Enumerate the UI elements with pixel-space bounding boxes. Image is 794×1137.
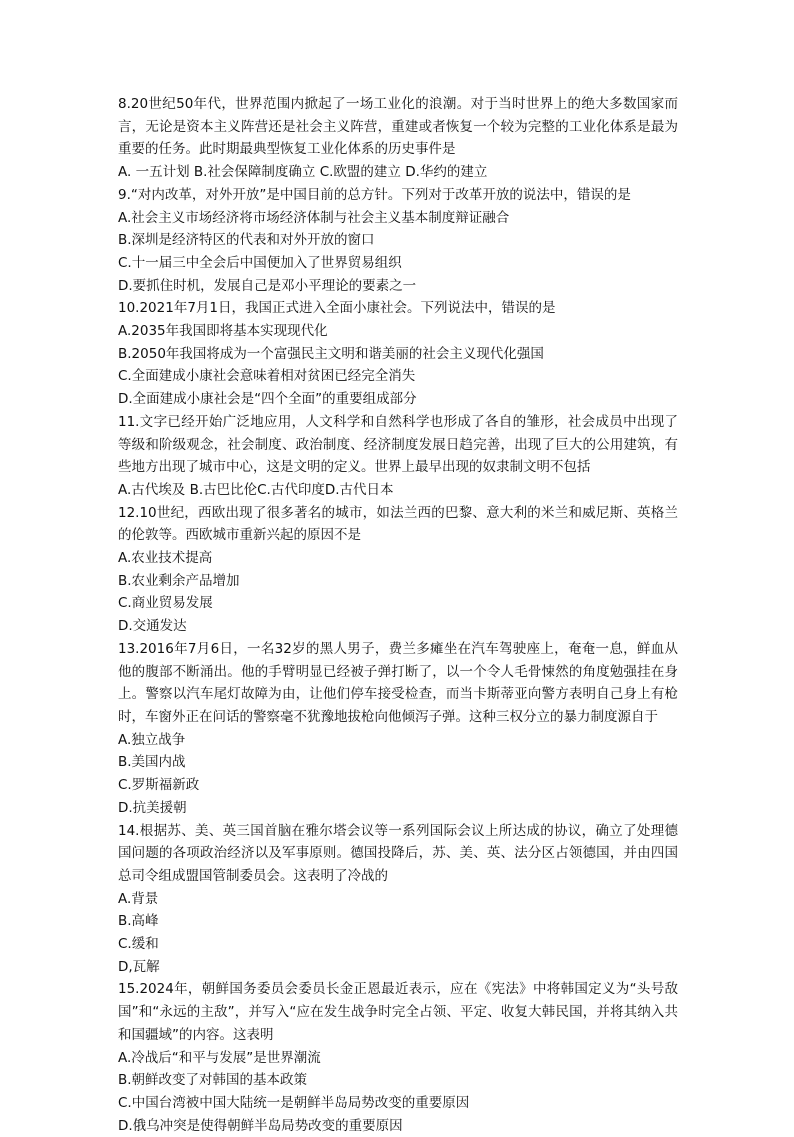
- question-8: [118, 93, 678, 184]
- question-stem: 10.2021年7月1日，我国正式进入全面小康社会。下列说法中，错误的是: [118, 300, 556, 317]
- option-d: D,瓦解: [118, 958, 160, 975]
- option-b: B.美国内战: [118, 754, 186, 771]
- option-c: C.中国台湾被中国大陆统一是朝鲜半岛局势改变的重要原因: [118, 1094, 470, 1111]
- question-14: [118, 820, 678, 979]
- question-15: [118, 978, 678, 1137]
- question-stem: 13.2016年7月6日，一名32岁的黑人男子，费兰多瘫坐在汽车驾驶座上，奄奄一息，鲜血从他的腹部不断涌出。他的手臂明显已经被子弹打断了，以一个令人毛骨悚然的角度勉强挂在身上。警察以汽车尾灯故障为由，让他们停车接受检查，而当卡斯蒂亚向警方表明自己身上有枪时，车窗外正在问话的警察毫不犹豫地拔枪向他倾泻子弹。这种三权分立的暴力制度源自于: [118, 640, 678, 725]
- option-c: C.缓和: [118, 936, 159, 953]
- option-c: C.全面建成小康社会意味着相对贫困已经完全消失: [118, 368, 416, 385]
- question-stem: 15.2024年，朝鲜国务委员会委员长金正恩最近表示，应在《宪法》中将韩国定义为“头号敌国”和“永远的主敌”，并写入“应在发生战争时完全占领、平定、收复大韩民国，并将其纳入共和国疆域”的内容。这表明: [118, 981, 678, 1043]
- option-d: D.全面建成小康社会是“四个全面”的重要组成部分: [118, 391, 417, 408]
- option-b: B.深圳是经济特区的代表和对外开放的窗口: [118, 232, 375, 249]
- option-a: A.背景: [118, 890, 159, 907]
- option-a: A.社会主义市场经济将市场经济体制与社会主义基本制度辩证融合: [118, 209, 510, 226]
- question-13: [118, 638, 678, 820]
- question-stem: 11.文字已经开始广泛地应用，人文科学和自然科学也形成了各自的雏形，社会成员中出现了等级和阶级观念，社会制度、政治制度、经济制度发展日趋完善，出现了巨大的公用建筑，有些地方出现了城市中心，这是文明的定义。世界上最早出现的奴隶制文明不包括: [118, 413, 678, 476]
- option-c: C.罗斯福新政: [118, 777, 200, 794]
- question-options: A.古代埃及 B.古巴比伦C.古代印度D.古代日本: [118, 481, 394, 498]
- option-a: A.冷战后“和平与发展”是世界潮流: [118, 1049, 321, 1066]
- option-d: D.俄乌冲突是使得朝鲜半岛局势改变的重要原因: [118, 1117, 403, 1134]
- option-d: D.交通发达: [118, 618, 187, 635]
- option-d: D.抗美援朝: [118, 799, 187, 816]
- question-options: A. 一五计划 B.社会保障制度确立 C.欧盟的建立 D.华约的建立: [118, 164, 488, 181]
- option-a: A.独立战争: [118, 731, 186, 748]
- option-b: B.农业剩余产品增加: [118, 572, 240, 589]
- option-d: D.要抓住时机，发展自己是邓小平理论的要素之一: [118, 277, 417, 294]
- question-12: [118, 502, 678, 638]
- option-c: C.商业贸易发展: [118, 595, 213, 612]
- question-stem: 14.根据苏、美、英三国首脑在雅尔塔会议等一系列国际会议上所达成的协议，确立了处理德国问题的各项政治经济以及军事原则。德国投降后，苏、美、英、法分区占领德国，并由四国总司令组成盟国管制委员会。这表明了冷战的: [118, 822, 678, 884]
- question-stem: 8.20世纪50年代，世界范围内掀起了一场工业化的浪潮。对于当时世界上的绝大多数国家而言，无论是资本主义阵营还是社会主义阵营，重建或者恢复一个较为完整的工业化体系是最为重要的任务。此时期最典型恢复工业化体系的历史事件是: [118, 96, 678, 158]
- exam-page: [118, 93, 678, 1137]
- question-stem: 9.“对内改革，对外开放”是中国目前的总方针。下列对于改革开放的说法中，错误的是: [118, 186, 631, 203]
- option-a: A.农业技术提高: [118, 550, 213, 567]
- question-10: [118, 297, 678, 411]
- question-9: [118, 184, 678, 298]
- question-11: [118, 411, 678, 502]
- option-b: B.朝鲜改变了对韩国的基本政策: [118, 1072, 308, 1089]
- question-stem: 12.10世纪，西欧出现了很多著名的城市，如法兰西的巴黎、意大利的米兰和威尼斯、英格兰的伦敦等。西欧城市重新兴起的原因不是: [118, 504, 678, 544]
- option-c: C.十一届三中全会后中国便加入了世界贸易组织: [118, 254, 402, 271]
- option-b: B.高峰: [118, 913, 159, 930]
- option-b: B.2050年我国将成为一个富强民主文明和谐美丽的社会主义现代化强国: [118, 345, 544, 362]
- option-a: A.2035年我国即将基本实现现代化: [118, 323, 328, 340]
